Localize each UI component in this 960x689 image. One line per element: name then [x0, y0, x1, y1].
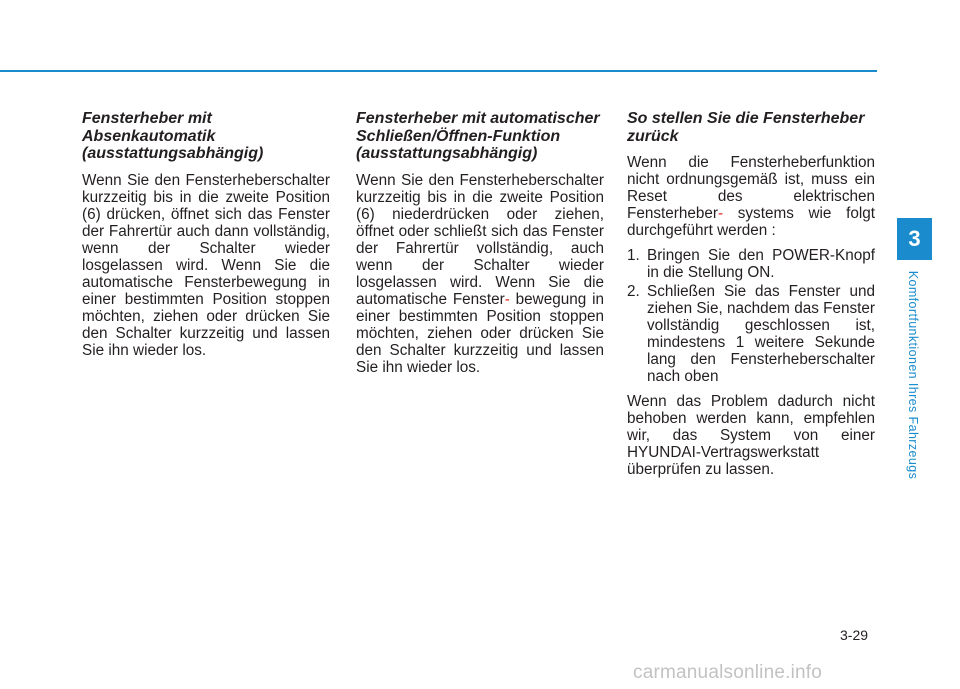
list-item: [627, 247, 875, 281]
heading-line: (ausstattungsabhängig): [82, 145, 264, 162]
page-number: 3-29: [840, 627, 869, 643]
chapter-number-tab: 3: [897, 218, 932, 260]
reset-steps-list: [627, 247, 875, 385]
intro-paragraph: [627, 154, 875, 239]
section-heading-auto-close-open: [356, 110, 604, 163]
heading-line: zurück: [627, 127, 679, 145]
step-number: 2.: [627, 283, 640, 300]
section-heading-absenkautomatik: [82, 110, 330, 163]
hyphen-mark: -: [717, 205, 724, 222]
body-text: Wenn Sie den Fensterheberschalter kurzzeitig bis in die zweite Position (6) niederdrücken oder ziehen, öffnet oder schließt sich das Fenster der Fahrertür vollständig, auch wenn der Schalter wieder losgelassen wird. Wenn Sie die automatische Fenster: [356, 171, 604, 308]
column-absenkautomatik: [82, 110, 330, 359]
outro-paragraph: Wenn das Problem dadurch nicht behoben werden kann, empfehlen wir, das System von einer HYUNDAI-Vertragswerkstatt überprüfen zu lassen.: [627, 393, 875, 478]
watermark-text: carmanualsonline.info: [633, 662, 823, 683]
chapter-title-vertical: Komfortfunktionen Ihres Fahrzeugs: [906, 270, 920, 480]
body-paragraph: Wenn Sie den Fensterheberschalter kurzzeitig bis in die zweite Position (6) drücken, öffnet sich das Fenster der Fahrertür auch dann vollständig, wenn der Schalter wieder losgelassen wird. Wenn Sie die automatische Fensterbewegung in einer bestimmten Position stoppen möchten, ziehen oder drücken Sie den Schalter kurzzeitig und lassen Sie ihn wieder los.: [82, 171, 330, 359]
step-text: Bringen Sie den POWER-Knopf in die Stellung ON.: [647, 247, 875, 281]
body-text: Wenn die Fensterheberfunktion nicht ordnungsgemäß ist, muss ein Reset des elektrischen Fensterheber: [627, 154, 875, 222]
top-divider-line: [0, 70, 877, 72]
heading-line: Fensterheber mit: [82, 110, 212, 127]
heading-line: Schließen/Öffnen-Funktion: [356, 127, 561, 145]
column-auto-close-open: [356, 110, 604, 376]
body-text: bewegung in einer bestimmten Position stoppen möchten, ziehen oder drücken Sie den Schalter kurzzeitig und lassen Sie ihn wieder los.: [356, 290, 604, 376]
step-number: 1.: [627, 247, 640, 264]
list-item: [627, 283, 875, 385]
section-heading-reset: [627, 110, 875, 145]
body-text: systems wie folgt durchgeführt werden :: [627, 205, 876, 239]
heading-line: Fensterheber mit automatischer: [356, 110, 600, 127]
column-reset: [627, 110, 875, 478]
hyphen-mark: -: [504, 290, 510, 308]
heading-line: Absenkautomatik: [82, 127, 216, 145]
step-text: Schließen Sie das Fenster und ziehen Sie, nachdem das Fenster vollständig geschlossen ist, mindestens 1 weitere Sekunde lang den Fensterheberschalter nach oben: [647, 283, 875, 385]
body-paragraph: [356, 172, 604, 376]
heading-line: So stellen Sie die Fensterheber: [627, 110, 865, 127]
heading-line: (ausstattungsabhängig): [356, 145, 538, 162]
